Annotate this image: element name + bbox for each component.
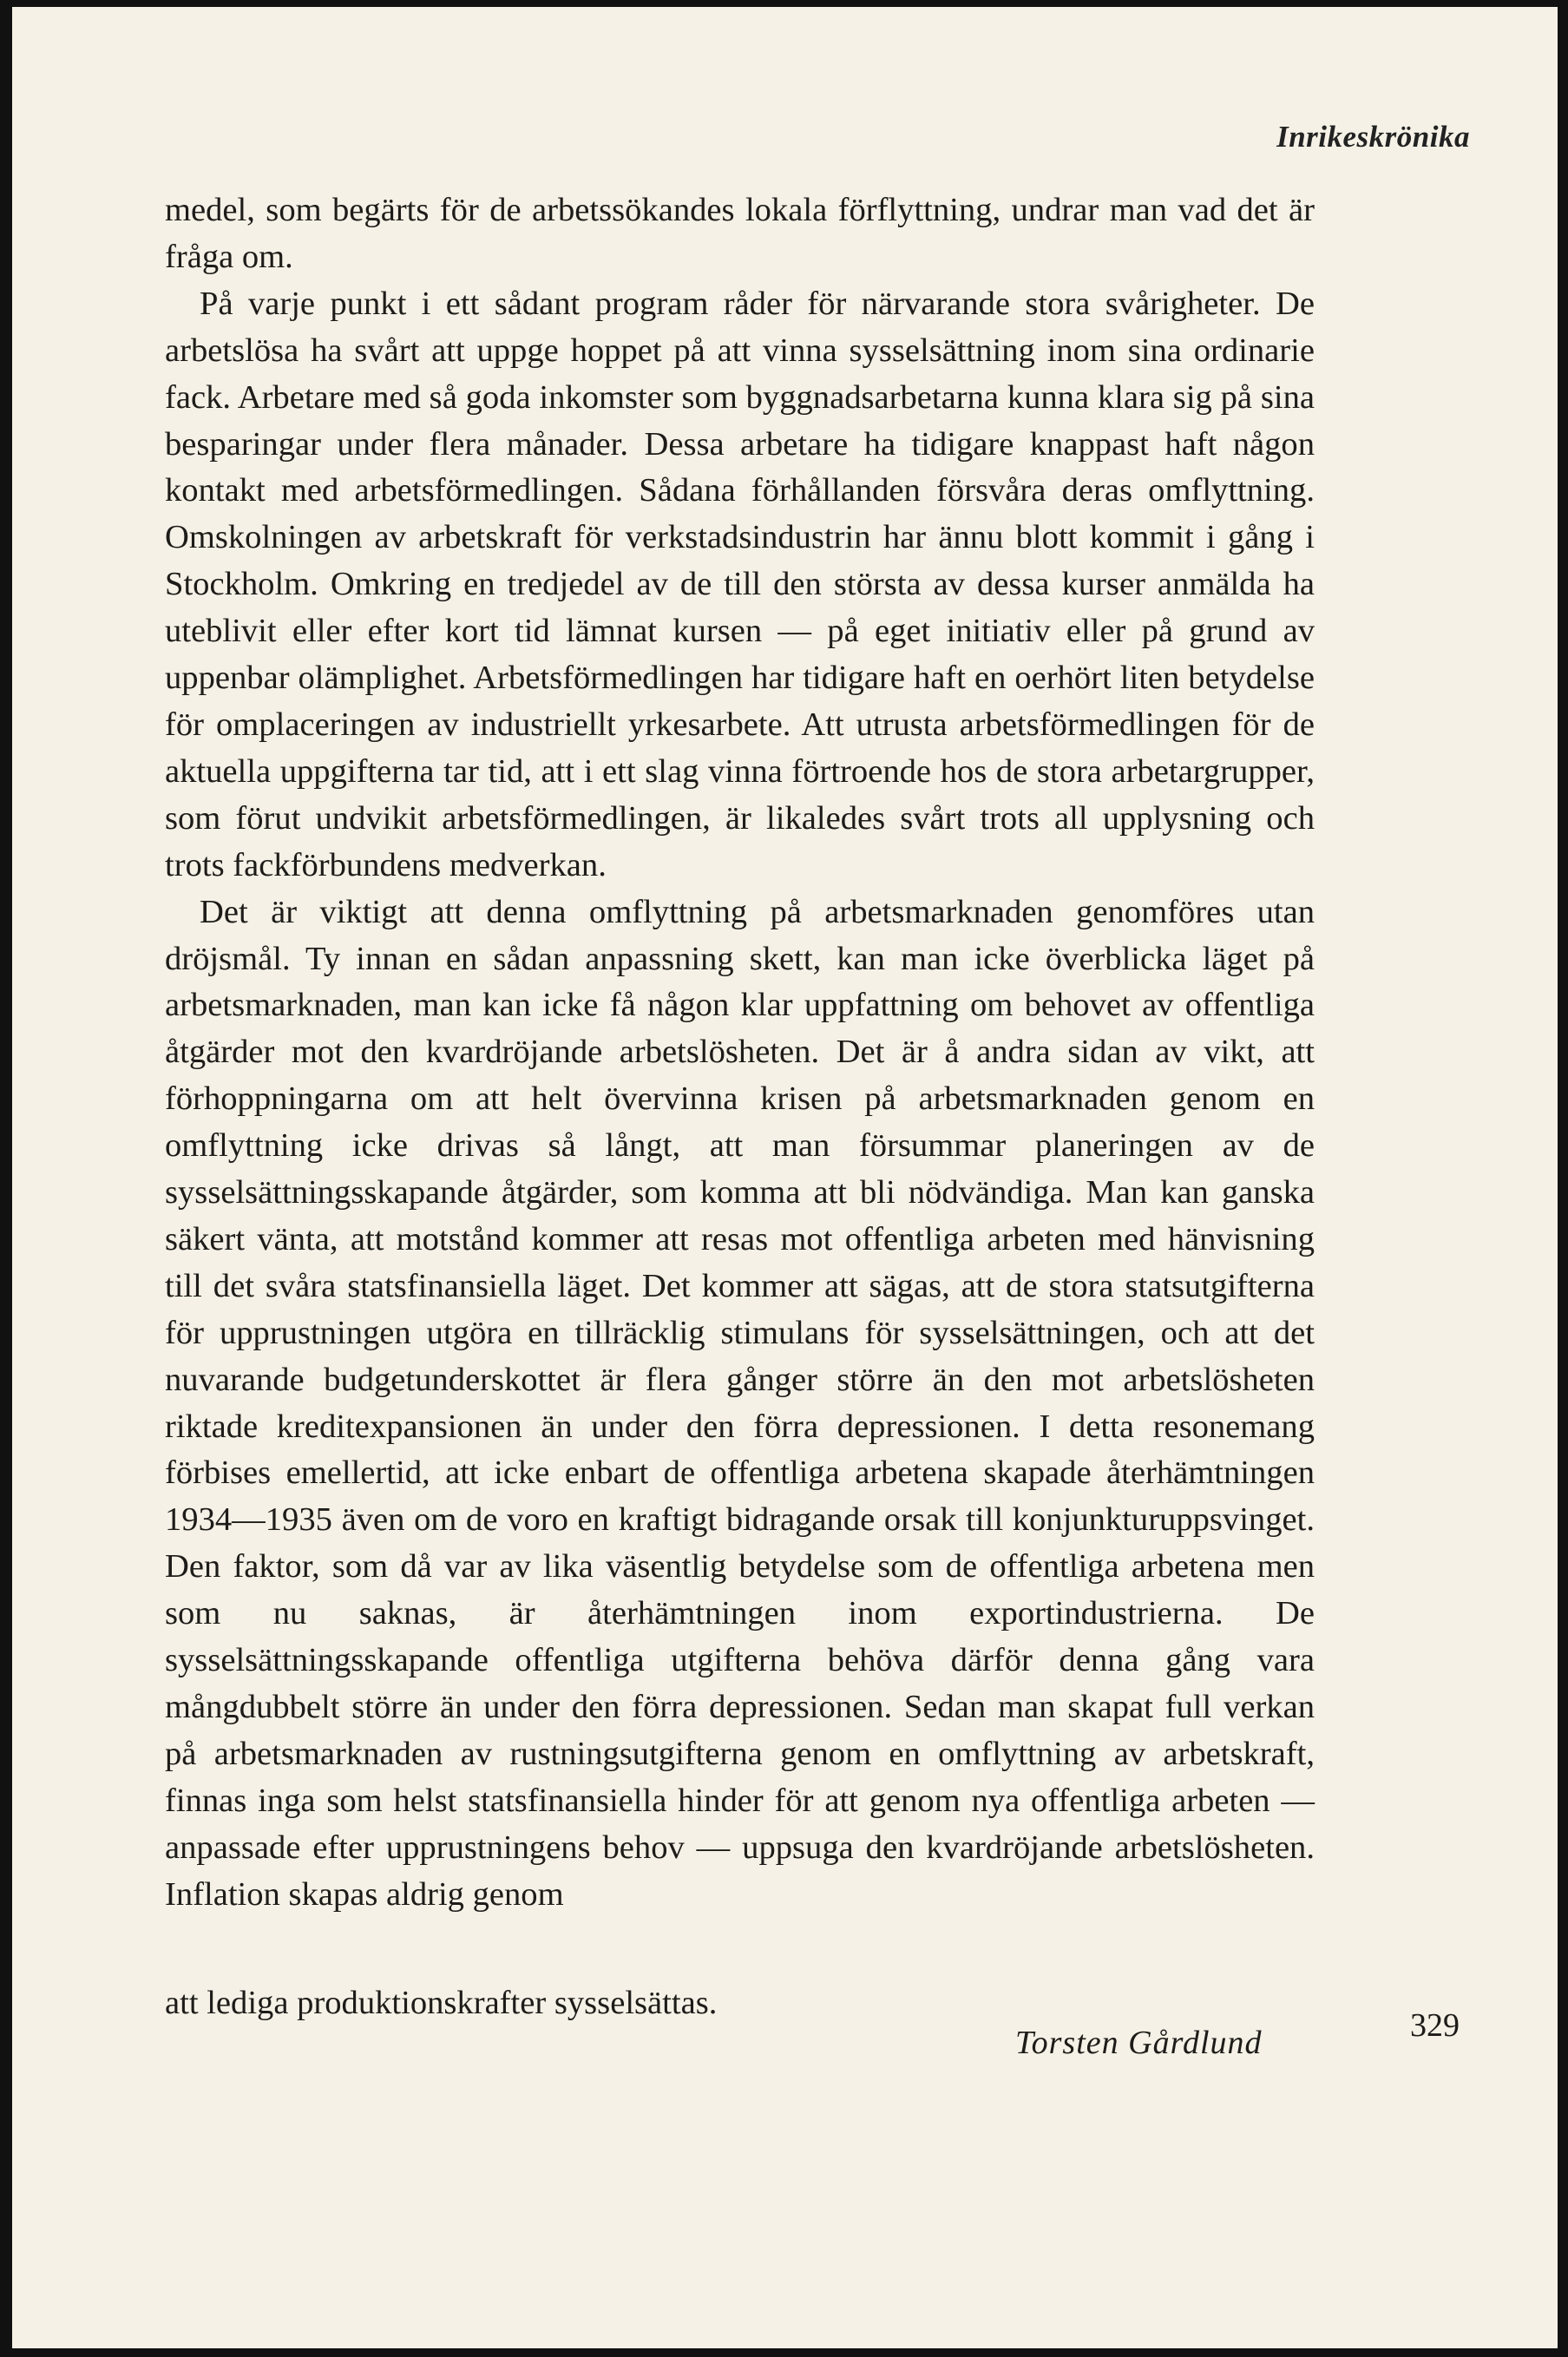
author-signature: Torsten Gårdlund	[1015, 2025, 1263, 2061]
paragraph-1: medel, som begärts för de arbetssökandes lokala förflyttning, undrar man vad det är fråga om.	[165, 192, 1315, 275]
article-body	[165, 187, 1315, 1919]
paragraph-3: Det är viktigt att denna omflyttning på arbetsmarknaden genomföres utan dröjsmål. Ty innan en sådan anpassning skett, kan man icke överblicka läget på arbetsmarknaden, man kan icke få någon klar uppfattning om behovet av offentliga åtgärder mot den kvardröjande arbetslösheten. Det är å andra sidan av vikt, att förhoppningarna om att helt övervinna krisen på arbetsmarknaden genom en omflyttning icke drivas så långt, att man försummar planeringen av de sysselsättningsskapande åtgärder, som komma att bli nödvändiga. Man kan ganska säkert vänta, att motstånd kommer att resas mot offentliga arbeten med hänvisning till det svåra statsfinansiella läget. Det kommer att sägas, att de stora statsutgifterna för upprustningen utgöra en tillräcklig stimulans för sysselsättningen, och att det nuvarande budgetunderskottet är flera gånger större än den mot arbetslösheten riktade kreditexpansionen än under den förra depressionen. I detta resonemang förbises emellertid, att icke enbart de offentliga arbetena skapade återhämtningen 1934—1935 även om de voro en kraftigt bidragande orsak till konjunkturuppsvinget. Den faktor, som då var av lika väsentlig betydelse som de offentliga arbetena men som nu saknas, är återhämtningen inom exportindustrierna. De sysselsättningsskapande offentliga utgifterna behöva därför denna gång vara mångdubbelt större än under den förra depressionen. Sedan man skapat full verkan på arbetsmarknaden av rustningsutgifterna genom en omflyttning av arbetskraft, finnas inga som helst statsfinansiella hinder för att genom nya offentliga arbeten — anpassade efter upprustningens behov — uppsuga den kvardröjande arbetslösheten. Inflation skapas aldrig genom	[165, 893, 1315, 1913]
closing-line-container	[165, 1980, 1315, 2027]
running-head: Inrikeskrönika	[1276, 120, 1470, 154]
paragraph-2: På varje punkt i ett sådant program råder för närvarande stora svårigheter. De arbetslösa ha svårt att uppge hoppet på att vinna sysselsättning inom sina ordinarie fack. Arbetare med så goda inkomster som byggnadsarbetarna kunna klara sig på sina besparingar under flera månader. Dessa arbetare ha tidigare knappast haft någon kontakt med arbetsförmedlingen. Sådana förhållanden försvåra deras omflyttning. Omskolningen av arbetskraft för verkstadsindustrin har ännu blott kommit i gång i Stockholm. Omkring en tredjedel av de till den största av dessa kurser anmälda ha uteblivit eller efter kort tid lämnat kursen — på eget initiativ eller på grund av uppenbar olämplighet. Arbetsförmedlingen har tidigare haft en oerhört liten betydelse för omplaceringen av industriellt yrkesarbete. Att utrusta arbetsförmedlingen för de aktuella uppgifterna tar tid, att i ett slag vinna förtroende hos de stora arbetargrupper, som förut undvikit arbetsförmedlingen, är likaledes svårt trots all upplysning och trots fackförbundens medverkan.	[165, 285, 1315, 883]
page-number: 329	[1410, 2007, 1460, 2044]
closing-line: att lediga produktionskrafter sysselsättas.	[165, 1985, 718, 2021]
